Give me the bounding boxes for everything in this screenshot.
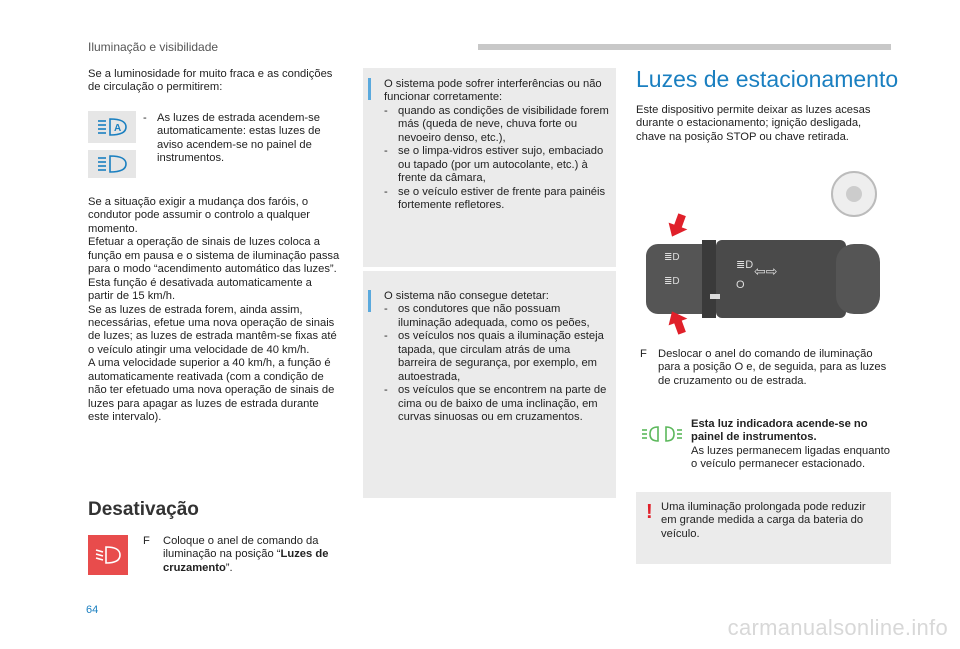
svg-text:A: A	[114, 123, 122, 134]
list-item: - os veículos nos quais a iluminação esteja tapada, que circulam atrás de uma barreira de segurança, por exemplo, em autoestrada,	[384, 330, 604, 383]
info-marker	[368, 290, 371, 312]
detection-note	[384, 290, 610, 424]
light-stalk-illustration	[636, 160, 890, 340]
stalk-o-label: O	[736, 279, 745, 291]
interference-intro: O sistema pode sofrer interferências ou não funcionar corretamente:	[384, 78, 602, 104]
parking-lights-title: Luzes de estacionamento	[636, 66, 899, 92]
deactivation-title: Desativação	[88, 499, 199, 520]
list-item: - se o veículo estiver de frente para painéis fortemente refletores.	[384, 185, 606, 211]
indicator-description	[691, 418, 891, 472]
low-beam-icon	[88, 535, 128, 575]
header-bar	[478, 44, 891, 50]
svg-text:⇦⇨: ⇦⇨	[754, 263, 778, 279]
parking-light-indicator-icon	[636, 420, 688, 448]
detection-intro: O sistema não consegue detetar:	[384, 290, 549, 302]
watermark: carmanualsonline.info	[727, 614, 948, 640]
panel-divider	[363, 267, 616, 271]
list-item: - se o limpa-vidros estiver sujo, embaciado ou tapado (por um autocolante, etc.) à frente da câmara,	[384, 145, 604, 185]
interference-note	[384, 78, 610, 212]
step-text: Coloque o anel de comando da iluminação na posição “Luzes de cruzamento”.	[163, 535, 329, 574]
parking-intro: Este dispositivo permite deixar as luzes acesas durante o estacionamento; ignição desligada, chave na posição STOP ou chave retirada.	[636, 104, 871, 143]
svg-text:≣D: ≣D	[664, 252, 680, 263]
list-item: - quando as condições de visibilidade forem más (queda de neve, chuva forte ou nevoeiro denso, etc.),	[384, 104, 609, 144]
page-number: 64	[86, 604, 99, 616]
step-text: Deslocar o anel do comando de iluminação para a posição O e, de seguida, para as luzes de cruzamento ou de estrada.	[658, 348, 887, 387]
list-item: - os condutores que não possuam iluminação adequada, como os peões,	[384, 303, 590, 329]
indicator-text: As luzes permanecem ligadas enquanto o veículo permanecer estacionado.	[691, 444, 891, 471]
bullet-text: As luzes de estrada acendem-se automaticamente: estas luzes de aviso acendem-se no painel de instrumentos.	[157, 112, 321, 165]
deactivation-step	[143, 535, 333, 575]
auto-high-beam-icon	[88, 111, 136, 143]
section-header: Iluminação e visibilidade	[88, 40, 219, 54]
battery-warning-text: Uma iluminação prolongada pode reduzir em grande medida a carga da bateria do veículo.	[661, 501, 866, 540]
step-bullet: F	[640, 348, 647, 360]
info-marker	[368, 78, 371, 100]
svg-text:≣D: ≣D	[736, 259, 754, 271]
parking-step	[640, 348, 890, 388]
col1-body: Se a situação exigir a mudança dos faróis, o condutor pode assumir o controlo a qualquer momento. Efetuar a operação de sinais de luzes coloca a função em pausa e o sistema de iluminação passa para o modo “acendimento automático das luzes”. Esta função é desativada automaticamente a partir de 15 km/h. Se as luzes de estrada forem, ainda assim, necessárias, efetue uma nova operação de sinais de luzes; as luzes de estrada mantêm-se fixas até o veículo atingir uma velocidade de 40 km/h. A uma velocidade superior a 40 km/h, a função é automaticamente reativada (com a condição de não ter efetuado uma nova operação de sinais de luzes para apagar as luzes de estrada durante este intervalo).	[88, 196, 340, 423]
svg-text:≣D: ≣D	[664, 276, 680, 287]
col1-intro: Se a luminosidade for muito fraca e as condições de circulação o permitirem:	[88, 68, 333, 94]
list-item: - os veículos que se encontrem na parte de cima ou de baixo de uma inclinação, em curvas sinuosas ou em cruzamentos.	[384, 384, 607, 423]
warning-icon: !	[646, 501, 653, 523]
bullet-dash: -	[143, 112, 147, 124]
step-bullet: F	[143, 535, 150, 547]
high-beam-icon	[88, 150, 136, 178]
indicator-bold: Esta luz indicadora acende-se no painel de instrumentos.	[691, 418, 868, 444]
auto-beam-bullet	[143, 112, 333, 166]
